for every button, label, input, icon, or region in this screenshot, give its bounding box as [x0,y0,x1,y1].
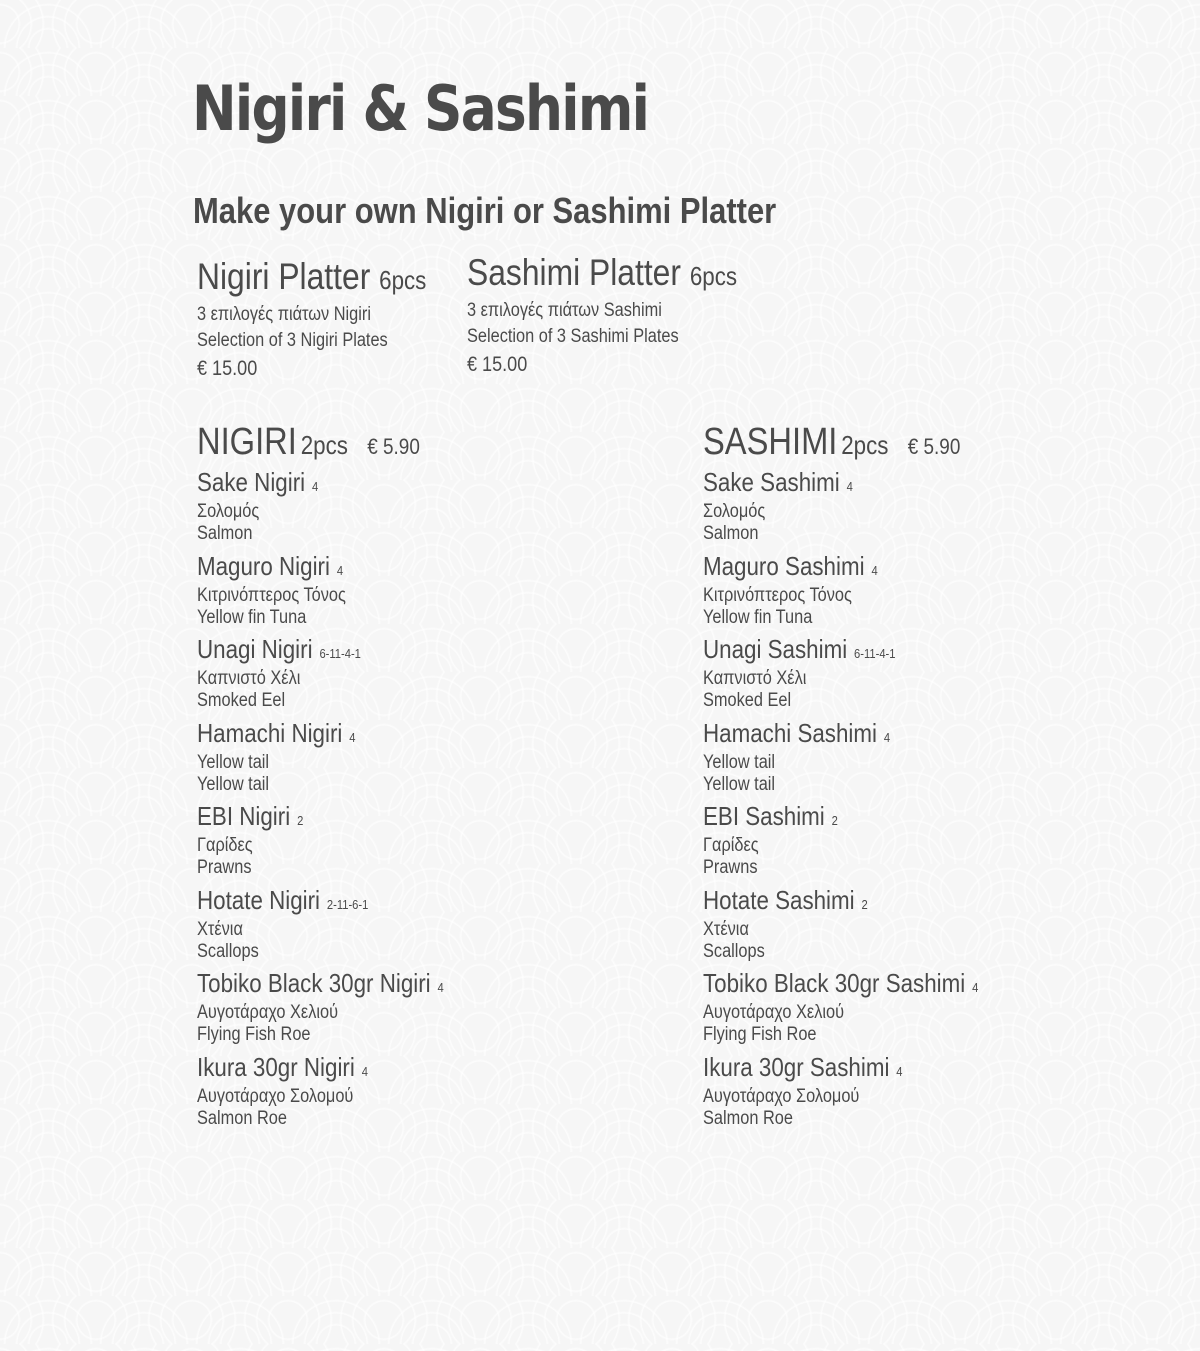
menu-item [703,468,1023,552]
item-name: Ikura 30gr Nigiri [197,1051,355,1082]
item-greek: Γαρίδες [197,835,253,856]
item-name: Tobiko Black 30gr Nigiri [197,968,431,998]
item-name: EBI Sashimi [703,801,825,831]
allergen-codes: 4 [361,1063,368,1079]
menu-item [197,719,484,803]
allergen-codes: 2 [297,813,304,828]
item-name: Maguro Nigiri [197,550,330,581]
platter-name: Sashimi Platter [467,252,681,293]
allergen-codes: 2 [861,896,868,912]
platter-english: Selection of 3 Nigiri Plates [197,330,388,351]
menu-item [703,635,1023,719]
platter-heading [467,251,737,298]
platter-pcs: 6pcs [689,261,738,291]
menu-item [703,886,1023,970]
item-greek: Αυγοτάραχο Σολομού [703,1085,860,1107]
section-heading [703,420,978,468]
nigiri-platter [197,255,464,384]
allergen-codes: 6-11-4-1 [854,646,896,661]
platter-greek: 3 επιλογές πιάτων Sashimi [467,300,662,321]
item-name: Tobiko Black 30gr Sashimi [703,968,966,998]
sashimi-platter [467,251,781,380]
item-english: Smoked Eel [703,690,792,711]
item-name: Hotate Sashimi [703,884,855,915]
item-greek: Αυγοτάραχο Χελιού [197,1002,339,1023]
item-name: Unagi Nigiri [197,634,313,664]
item-greek: Κιτρινόπτερος Τόνος [197,584,346,606]
menu-item [703,719,1023,803]
item-greek: Yellow tail [703,751,776,773]
item-greek: Σολομός [703,501,766,522]
item-english: Scallops [197,940,259,962]
item-greek: Καπνιστό Χέλι [197,668,301,689]
item-english: Scallops [703,940,765,962]
allergen-codes: 4 [437,980,444,995]
item-english: Yellow tail [703,773,776,795]
item-greek: Καπνιστό Χέλι [703,668,807,689]
platter-heading [197,255,426,302]
item-greek: Γαρίδες [703,835,759,856]
item-name: Hotate Nigiri [197,884,321,915]
item-english: Salmon Roe [197,1107,287,1129]
item-greek: Κιτρινόπτερος Τόνος [703,584,852,606]
menu-item [703,1053,1023,1137]
page-title: Nigiri & Sashimi [192,72,649,145]
allergen-codes: 4 [972,980,979,995]
item-name: Hamachi Nigiri [197,717,343,748]
allergen-codes: 4 [846,479,853,494]
allergen-codes: 4 [871,562,878,578]
item-greek: Yellow tail [197,751,270,773]
menu-item [703,552,1023,636]
platter-name: Nigiri Platter [197,256,371,297]
item-english: Yellow fin Tuna [703,606,813,628]
allergen-codes: 4 [896,1063,903,1079]
item-english: Salmon [703,523,759,544]
section-title: SASHIMI [703,421,838,463]
menu-item [197,635,484,719]
item-english: Salmon [197,523,253,544]
section-price: € 5.90 [367,434,420,459]
item-greek: Χτένια [703,918,749,940]
menu-item [703,802,1023,886]
item-name: Hamachi Sashimi [703,717,877,748]
item-name: Unagi Sashimi [703,634,848,664]
menu-item [197,468,484,552]
menu-item [703,969,1023,1053]
allergen-codes: 4 [883,729,891,745]
platter-price: € 15.00 [197,357,258,380]
sashimi-section [703,420,1023,1136]
platter-price: € 15.00 [467,353,528,376]
section-pcs: 2pcs [300,430,348,460]
item-english: Prawns [197,857,252,878]
item-greek: Χτένια [197,918,243,940]
item-name: EBI Nigiri [197,801,291,831]
allergen-codes: 2 [831,813,838,828]
item-greek: Σολομός [197,501,260,522]
section-price: € 5.90 [907,434,961,459]
menu-item [197,552,484,636]
item-english: Salmon Roe [703,1107,793,1129]
platter-greek: 3 επιλογές πιάτων Nigiri [197,304,371,325]
allergen-codes: 6-11-4-1 [319,646,361,661]
menu-item [197,802,484,886]
item-greek: Αυγοτάραχο Χελιού [703,1002,845,1023]
allergen-codes: 2-11-6-1 [326,896,369,912]
item-english: Flying Fish Roe [703,1024,817,1045]
menu-item [197,1053,484,1137]
menu-item [197,886,484,970]
item-english: Yellow fin Tuna [197,606,307,628]
section-title: NIGIRI [197,421,297,463]
item-name: Sake Nigiri [197,467,306,497]
platter-english: Selection of 3 Sashimi Plates [467,326,679,347]
allergen-codes: 4 [336,562,344,578]
menu-item [197,969,484,1053]
item-english: Prawns [703,857,758,878]
section-heading [197,420,444,468]
nigiri-section [197,420,484,1136]
platter-pcs: 6pcs [379,265,427,295]
allergen-codes: 4 [349,729,356,745]
item-english: Smoked Eel [197,690,286,711]
item-greek: Αυγοτάραχο Σολομού [197,1085,354,1107]
allergen-codes: 4 [311,479,319,494]
section-pcs: 2pcs [841,430,889,460]
item-name: Sake Sashimi [703,467,840,497]
item-name: Ikura 30gr Sashimi [703,1051,890,1082]
item-english: Yellow tail [197,773,270,795]
item-english: Flying Fish Roe [197,1024,311,1045]
page-subtitle: Make your own Nigiri or Sashimi Platter [193,190,777,231]
item-name: Maguro Sashimi [703,550,865,581]
